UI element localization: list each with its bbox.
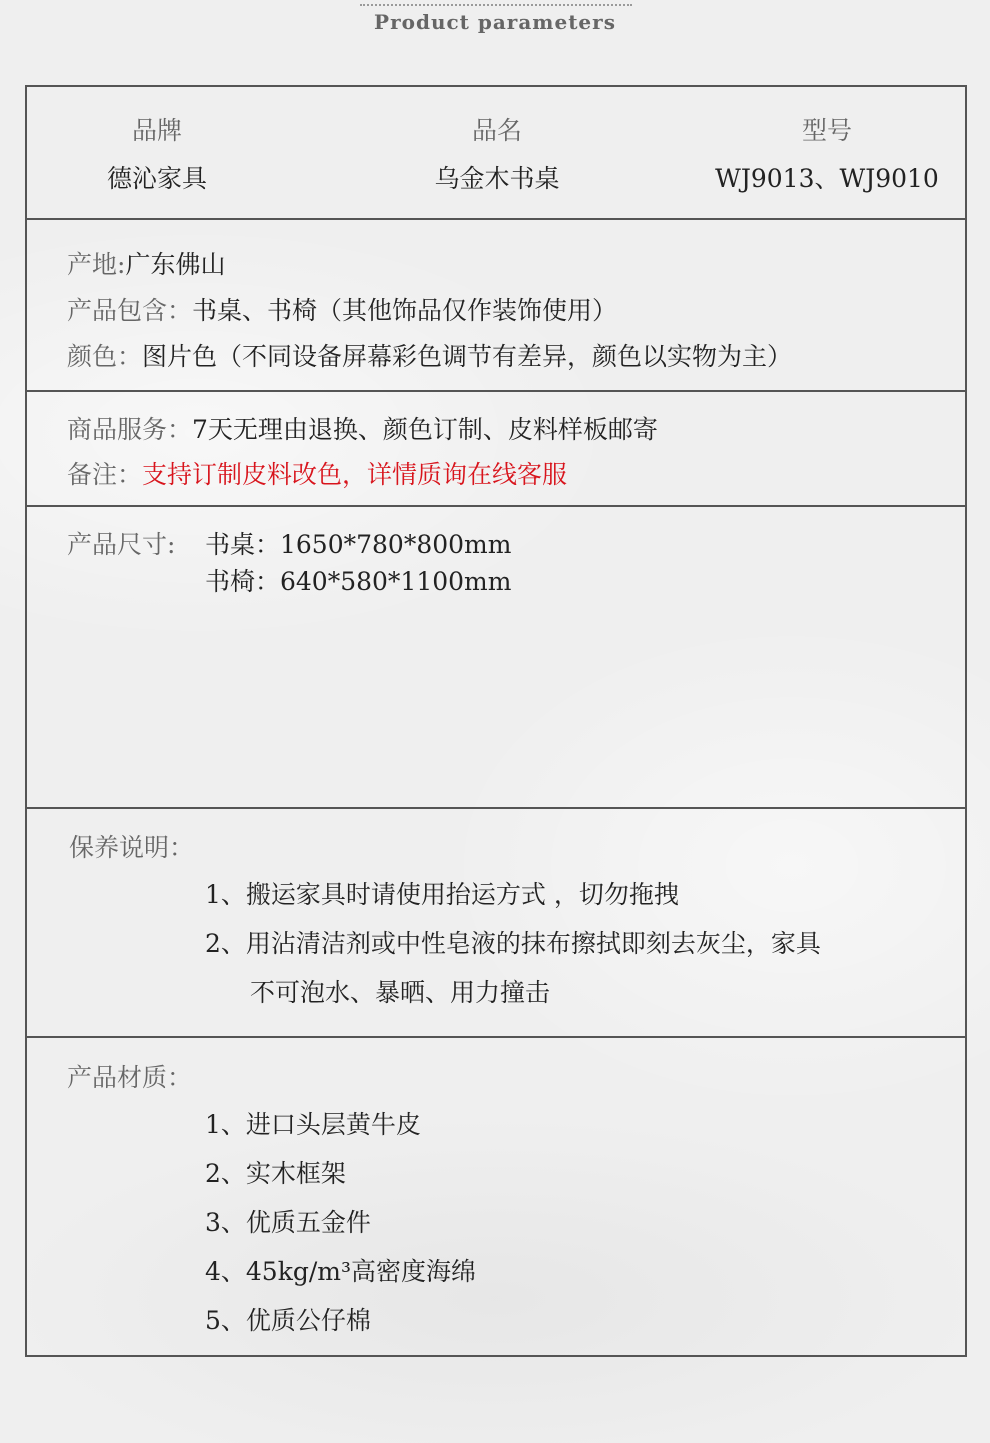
brand-value: 德沁家具	[106, 164, 207, 193]
row-care	[27, 809, 965, 1038]
material-item: 5、优质公仔棉	[205, 1306, 371, 1335]
material-item: 3、优质五金件	[205, 1208, 371, 1237]
section-header	[0, 0, 990, 50]
parameters-table	[25, 85, 967, 1357]
service-line	[67, 410, 658, 446]
size-label-line	[67, 525, 175, 561]
row-size	[27, 507, 965, 809]
cell-brand	[87, 111, 227, 195]
package-line	[67, 291, 617, 327]
care-label-line	[69, 828, 194, 864]
cell-product-name	[407, 111, 587, 195]
care-item-2-line-1: 2、用沾清洁剂或中性皂液的抹布擦拭即刻去灰尘，家具	[205, 929, 821, 958]
size-label: 产品尺寸:	[67, 530, 176, 559]
material-item: 2、实木框架	[205, 1159, 346, 1188]
color-label: 颜色：	[67, 342, 143, 371]
service-value: 7天无理由退换、颜色订制、皮料样板邮寄	[192, 415, 658, 444]
header-dotted-line	[360, 4, 632, 6]
model-label: 型号	[801, 116, 852, 145]
care-item-2-line-2: 不可泡水、暴晒、用力撞击	[250, 978, 551, 1007]
service-label: 商品服务：	[67, 415, 193, 444]
row-service	[27, 392, 965, 507]
material-label: 产品材质：	[67, 1063, 193, 1092]
care-label: 保养说明：	[69, 833, 195, 862]
note-line	[67, 455, 567, 491]
model-value: WJ9013、WJ9010	[715, 164, 939, 193]
cell-model	[707, 111, 947, 195]
origin-line	[67, 245, 225, 281]
note-value: 支持订制皮料改色，详情质询在线客服	[142, 460, 568, 489]
package-value: 书桌、书椅（其他饰品仅作装饰使用）	[192, 296, 618, 325]
material-item: 4、45kg/m³高密度海绵	[205, 1257, 477, 1286]
package-label: 产品包含：	[67, 296, 193, 325]
size-desk: 书桌：1650*780*800mm	[205, 530, 512, 559]
note-label: 备注：	[67, 460, 143, 489]
origin-label: 产地:	[67, 250, 126, 279]
header-title: Product parameters	[374, 10, 616, 34]
row-basic-specs	[27, 87, 965, 220]
material-item: 1、进口头层黄牛皮	[205, 1110, 421, 1139]
color-value: 图片色（不同设备屏幕彩色调节有差异，颜色以实物为主）	[142, 342, 793, 371]
row-general-info	[27, 220, 965, 392]
material-label-line	[67, 1058, 192, 1094]
row-material	[27, 1038, 965, 1355]
size-chair: 书椅：640*580*1100mm	[205, 567, 512, 596]
origin-value: 广东佛山	[125, 250, 226, 279]
product-name-label: 品名	[471, 116, 522, 145]
care-item-1: 1、搬运家具时请使用抬运方式 ，切勿拖拽	[205, 880, 679, 909]
color-line	[67, 337, 792, 373]
product-name-value: 乌金木书桌	[434, 164, 560, 193]
brand-label: 品牌	[131, 116, 182, 145]
